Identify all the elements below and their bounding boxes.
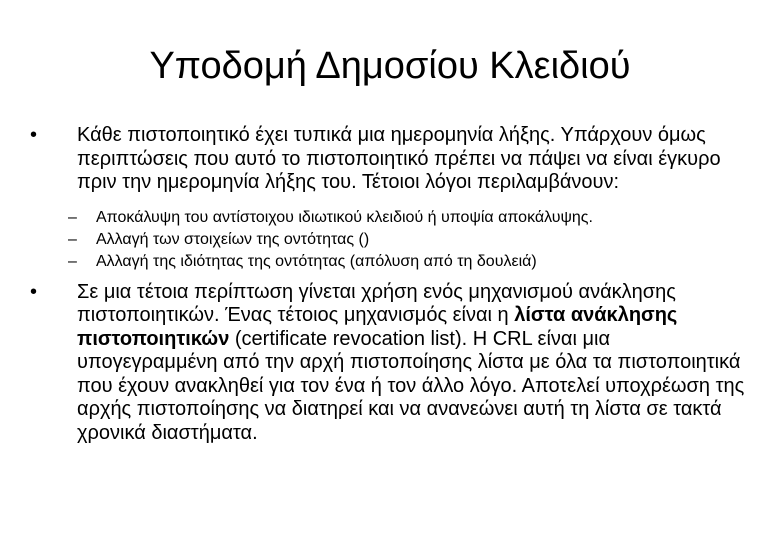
slide-title: Υποδομή Δημοσίου Κλειδιού — [149, 45, 631, 87]
bullet-item-crl — [30, 281, 750, 446]
bullet-marker: • — [30, 124, 38, 146]
list-item-text: Αποκάλυψη του αντίστοιχου ιδιωτικού κλειδιού ή υποψία αποκάλυψης. — [96, 208, 593, 226]
bullet-text-part2: (certificate revocation list). Η CRL είναι μια υπογεγραμμένη από την αρχή πιστοποίησης λίστα με όλα τα πιστοποιητικά που έχουν ανακληθεί για τον ένα ή τον άλλο λόγο. Αποτελεί υποχρέωση της αρχής πιστοποίησης να διατηρεί και να ανανεώνει αυτή τη λίστα σε τακτά χρονικά διαστήματα. — [77, 327, 745, 444]
reasons-list — [30, 207, 750, 273]
bullet-text-bold: λίστα ανάκλησης πιστοποιητικών — [77, 304, 678, 350]
list-item — [30, 207, 750, 229]
list-item — [30, 251, 750, 273]
slide-body — [30, 124, 750, 445]
bullet-marker: • — [30, 280, 38, 303]
dash-marker: – — [68, 252, 77, 270]
dash-marker: – — [68, 230, 77, 248]
dash-marker: – — [68, 208, 77, 226]
list-item-text: Αλλαγή των στοιχείων της οντότητας () — [96, 230, 370, 248]
list-item-text: Αλλαγή της ιδιότητας της οντότητας (απόλυση από τη δουλειά) — [96, 252, 537, 270]
bullet-item-expiry — [30, 124, 750, 195]
bullet-text-part1: Σε μια τέτοια περίπτωση γίνεται χρήση ενός μηχανισμού ανάκλησης πιστοποιητικών. Ένας τέτοιος μηχανισμός είναι η — [77, 280, 676, 326]
list-item — [30, 229, 750, 251]
bullet-text: Κάθε πιστοποιητικό έχει τυπικά μια ημερομηνία λήξης. Υπάρχουν όμως περιπτώσεις που αυτό το πιστοποιητικό πρέπει να πάψει να είναι έγκυρο πριν την ημερομηνία λήξης του. Τέτοιοι λόγοι περιλαμβάνουν: — [77, 124, 721, 193]
